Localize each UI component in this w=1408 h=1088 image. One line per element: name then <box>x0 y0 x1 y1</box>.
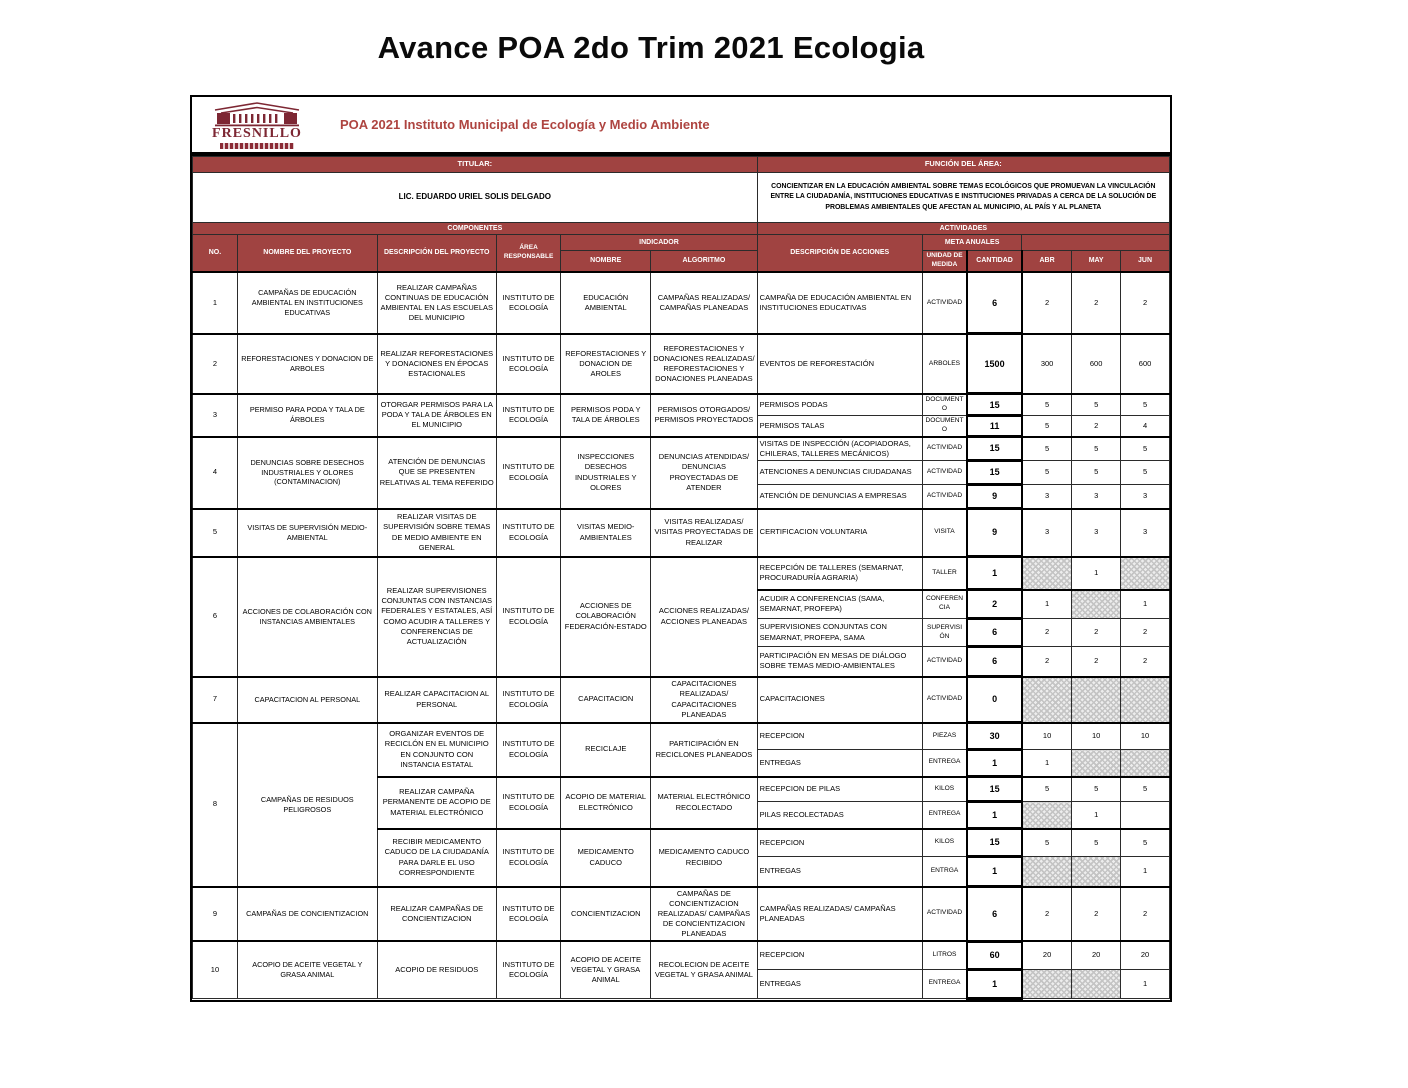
cell-descripcion-proyecto: REALIZAR CAMPAÑAS CONTINUAS DE EDUCACIÓN AMBIENTAL EN LAS ESCUELAS DEL MUNICIPIO <box>377 272 496 334</box>
cell-accion: ENTREGAS <box>757 857 922 887</box>
cell-jun: 5 <box>1121 829 1170 857</box>
cell-descripcion-proyecto: REALIZAR CAMPAÑA PERMANENTE DE ACOPIO DE MATERIAL ELECTRÓNICO <box>377 777 496 829</box>
cell-abr: 5 <box>1022 829 1072 857</box>
cell-unidad: ENTREGA <box>922 750 967 777</box>
cell-descripcion-proyecto: REALIZAR REFORESTACIONES Y DONACIONES EN ÉPOCAS ESTACIONALES <box>377 334 496 394</box>
cell-jun: 3 <box>1121 485 1170 509</box>
funcion-value: CONCIENTIZAR EN LA EDUCACIÓN AMBIENTAL SOBRE TEMAS ECOLÓGICOS QUE PROMUEVAN LA VINCULACIÓN ENTRE LA CIUDADANÍA, INSTITUCIONES EDUCATIVAS E INSTITUCIONES PRIVADAS A CERCA DE LA SOLUCIÓN DE PROBLEMAS AMBIENTALES QUE AFECTAN AL MUNICIPIO, AL PAÍS Y AL PLANETA <box>757 173 1169 223</box>
cell-unidad: ARBOLES <box>922 334 967 394</box>
cell-nombre-proyecto: VISITAS DE SUPERVISIÓN MEDIO-AMBIENTAL <box>237 509 377 557</box>
logo-wordmark: FRESNILLO <box>212 125 302 141</box>
cell-cantidad: 15 <box>967 829 1022 857</box>
cell-may: 600 <box>1072 334 1121 394</box>
cell-jun-shaded <box>1121 750 1170 777</box>
cell-cantidad: 15 <box>967 437 1022 461</box>
cell-area: INSTITUTO DE ECOLOGÍA <box>496 394 560 437</box>
cell-indicador-nombre: PERMISOS PODA Y TALA DE ÁRBOLES <box>561 394 651 437</box>
cell-cantidad: 1 <box>967 750 1022 777</box>
cell-cantidad: 6 <box>967 647 1022 677</box>
cell-algoritmo: MATERIAL ELECTRÓNICO RECOLECTADO <box>651 777 757 829</box>
cell-jun: 4 <box>1121 415 1170 436</box>
cell-algoritmo: VISITAS REALIZADAS/ VISITAS PROYECTADAS DE REALIZAR <box>651 509 757 557</box>
cell-unidad: LITROS <box>922 941 967 969</box>
cell-jun: 3 <box>1121 509 1170 557</box>
cell-indicador-nombre: RECICLAJE <box>561 723 651 777</box>
cell-no: 10 <box>193 941 238 998</box>
cell-unidad: ACTIVIDAD <box>922 485 967 509</box>
cell-may: 10 <box>1072 723 1121 750</box>
cell-abr: 300 <box>1022 334 1072 394</box>
cell-descripcion-proyecto: OTORGAR PERMISOS PARA LA PODA Y TALA DE ÁRBOLES EN EL MUNICIPIO <box>377 394 496 437</box>
cell-algoritmo: DENUNCIAS ATENDIDAS/ DENUNCIAS PROYECTADAS DE ATENDER <box>651 437 757 509</box>
cell-nombre-proyecto: CAPACITACION AL PERSONAL <box>237 677 377 723</box>
cell-accion: CAPACITACIONES <box>757 677 922 723</box>
cell-cantidad: 1 <box>967 557 1022 590</box>
cell-unidad: CONFERENCIA <box>922 590 967 619</box>
col-jun: JUN <box>1121 251 1170 272</box>
cell-cantidad: 1 <box>967 857 1022 887</box>
cell-unidad: KILOS <box>922 777 967 802</box>
cell-indicador-nombre: REFORESTACIONES Y DONACION DE AROLES <box>561 334 651 394</box>
cell-unidad: ACTIVIDAD <box>922 677 967 723</box>
cell-jun-shaded <box>1121 677 1170 723</box>
cell-unidad: ACTIVIDAD <box>922 887 967 942</box>
cell-nombre-proyecto: CAMPAÑAS DE CONCIENTIZACION <box>237 887 377 942</box>
cell-jun: 600 <box>1121 334 1170 394</box>
cell-accion: RECEPCION DE PILAS <box>757 777 922 802</box>
cell-descripcion-proyecto: ORGANIZAR EVENTOS DE RECICLÓN EN EL MUNICIPIO EN CONJUNTO CON INSTANCIA ESTATAL <box>377 723 496 777</box>
cell-indicador-nombre: ACOPIO DE ACEITE VEGETAL Y GRASA ANIMAL <box>561 941 651 998</box>
cell-may: 3 <box>1072 509 1121 557</box>
cell-accion: RECEPCIÓN DE TALLERES (SEMARNAT, PROCURADURÍA AGRARIA) <box>757 557 922 590</box>
cell-nombre-proyecto: ACCIONES DE COLABORACIÓN CON INSTANCIAS AMBIENTALES <box>237 557 377 677</box>
cell-jun: 2 <box>1121 647 1170 677</box>
poa-document-title: POA 2021 Instituto Municipal de Ecología y Medio Ambiente <box>340 117 710 132</box>
cell-area: INSTITUTO DE ECOLOGÍA <box>496 829 560 887</box>
cell-area: INSTITUTO DE ECOLOGÍA <box>496 677 560 723</box>
cell-cantidad: 15 <box>967 461 1022 485</box>
cell-abr: 20 <box>1022 941 1072 969</box>
cell-may: 2 <box>1072 887 1121 942</box>
cell-unidad: ACTIVIDAD <box>922 647 967 677</box>
cell-nombre-proyecto: CAMPAÑAS DE EDUCACIÓN AMBIENTAL EN INSTITUCIONES EDUCATIVAS <box>237 272 377 334</box>
poa-table <box>192 156 1170 1000</box>
cell-accion: PILAS RECOLECTADAS <box>757 802 922 829</box>
cell-area: INSTITUTO DE ECOLOGÍA <box>496 723 560 777</box>
cell-cantidad: 1500 <box>967 334 1022 394</box>
col-abr: ABR <box>1022 251 1072 272</box>
cell-accion: ENTREGAS <box>757 969 922 998</box>
cell-nombre-proyecto: REFORESTACIONES Y DONACION DE ARBOLES <box>237 334 377 394</box>
cell-descripcion-proyecto: REALIZAR CAPACITACION AL PERSONAL <box>377 677 496 723</box>
band-actividades: ACTIVIDADES <box>757 223 1169 235</box>
col-unidad-medida: UNIDAD DE MEDIDA <box>922 251 967 272</box>
cell-abr: 5 <box>1022 394 1072 415</box>
document-header-band <box>192 97 1170 156</box>
cell-algoritmo: CAPACITACIONES REALIZADAS/ CAPACITACIONES PLANEADAS <box>651 677 757 723</box>
cell-jun-shaded <box>1121 557 1170 590</box>
cell-may-shaded <box>1072 590 1121 619</box>
cell-abr-shaded <box>1022 557 1072 590</box>
cell-may: 3 <box>1072 485 1121 509</box>
cell-jun: 2 <box>1121 272 1170 334</box>
cell-abr-shaded <box>1022 677 1072 723</box>
cell-cantidad: 1 <box>967 802 1022 829</box>
cell-may: 1 <box>1072 802 1121 829</box>
cell-accion: ATENCIONES A DENUNCIAS CIUDADANAS <box>757 461 922 485</box>
col-nombre-proyecto: NOMBRE DEL PROYECTO <box>237 235 377 272</box>
cell-abr-shaded <box>1022 802 1072 829</box>
cell-indicador-nombre: ACCIONES DE COLABORACIÓN FEDERACIÓN-ESTADO <box>561 557 651 677</box>
cell-accion: ENTREGAS <box>757 750 922 777</box>
cell-jun: 5 <box>1121 394 1170 415</box>
cell-jun: 10 <box>1121 723 1170 750</box>
cell-cantidad: 2 <box>967 590 1022 619</box>
cell-indicador-nombre: INSPECCIONES DESECHOS INDUSTRIALES Y OLORES <box>561 437 651 509</box>
cell-area: INSTITUTO DE ECOLOGÍA <box>496 887 560 942</box>
cell-may: 5 <box>1072 394 1121 415</box>
cell-cantidad: 1 <box>967 969 1022 998</box>
band-indicador: INDICADOR <box>561 235 757 251</box>
cell-descripcion-proyecto: REALIZAR CAMPAÑAS DE CONCIENTIZACION <box>377 887 496 942</box>
cell-area: INSTITUTO DE ECOLOGÍA <box>496 437 560 509</box>
col-area-responsable: ÁREA RESPONSABLE <box>496 235 560 272</box>
band-componentes: COMPONENTES <box>193 223 758 235</box>
cell-may-shaded <box>1072 750 1121 777</box>
cell-no: 3 <box>193 394 238 437</box>
cell-accion: ATENCIÓN DE DENUNCIAS A EMPRESAS <box>757 485 922 509</box>
funcion-label: FUNCIÓN DEL ÁREA: <box>757 157 1169 173</box>
cell-area: INSTITUTO DE ECOLOGÍA <box>496 334 560 394</box>
cell-algoritmo: MEDICAMENTO CADUCO RECIBIDO <box>651 829 757 887</box>
cell-accion: SUPERVISIONES CONJUNTAS CON SEMARNAT, PROFEPA, SAMA <box>757 619 922 647</box>
cell-abr: 1 <box>1022 750 1072 777</box>
cell-accion: RECEPCION <box>757 941 922 969</box>
cell-cantidad: 60 <box>967 941 1022 969</box>
cell-abr: 3 <box>1022 509 1072 557</box>
cell-unidad: ACTIVIDAD <box>922 437 967 461</box>
band-meta-anuales: META ANUALES <box>922 235 1022 251</box>
cell-abr: 5 <box>1022 777 1072 802</box>
page-title: Avance POA 2do Trim 2021 Ecologia <box>377 30 925 65</box>
cell-jun: 1 <box>1121 857 1170 887</box>
cell-jun: 2 <box>1121 619 1170 647</box>
cell-cantidad: 15 <box>967 777 1022 802</box>
cell-jun: 5 <box>1121 461 1170 485</box>
cell-may: 1 <box>1072 557 1121 590</box>
building-icon <box>207 101 307 127</box>
cell-cantidad: 9 <box>967 485 1022 509</box>
cell-indicador-nombre: CAPACITACION <box>561 677 651 723</box>
cell-abr: 5 <box>1022 415 1072 436</box>
cell-unidad: DOCUMENTO <box>922 394 967 415</box>
cell-unidad: ENTREGA <box>922 802 967 829</box>
cell-cantidad: 9 <box>967 509 1022 557</box>
cell-algoritmo: PERMISOS OTORGADOS/ PERMISOS PROYECTADOS <box>651 394 757 437</box>
cell-accion: CAMPAÑAS REALIZADAS/ CAMPAÑAS PLANEADAS <box>757 887 922 942</box>
cell-may-shaded <box>1072 857 1121 887</box>
cell-accion: RECEPCION <box>757 723 922 750</box>
cell-indicador-nombre: MEDICAMENTO CADUCO <box>561 829 651 887</box>
cell-algoritmo: ACCIONES REALIZADAS/ ACCIONES PLANEADAS <box>651 557 757 677</box>
cell-abr: 2 <box>1022 647 1072 677</box>
cell-accion: PARTICIPACIÓN EN MESAS DE DIÁLOGO SOBRE TEMAS MEDIO-AMBIENTALES <box>757 647 922 677</box>
cell-jun: 2 <box>1121 887 1170 942</box>
cell-area: INSTITUTO DE ECOLOGÍA <box>496 272 560 334</box>
cell-accion: VISITAS DE INSPECCIÓN (ACOPIADORAS, CHILERAS, TALLERES MECÁNICOS) <box>757 437 922 461</box>
cell-may: 2 <box>1072 619 1121 647</box>
cell-accion: PERMISOS PODAS <box>757 394 922 415</box>
cell-nombre-proyecto: DENUNCIAS SOBRE DESECHOS INDUSTRIALES Y OLORES (CONTAMINACION) <box>237 437 377 509</box>
cell-abr: 1 <box>1022 590 1072 619</box>
cell-abr: 2 <box>1022 619 1072 647</box>
cell-may: 5 <box>1072 829 1121 857</box>
cell-accion: CAMPAÑA DE EDUCACIÓN AMBIENTAL EN INSTITUCIONES EDUCATIVAS <box>757 272 922 334</box>
cell-abr: 2 <box>1022 887 1072 942</box>
cell-unidad: ENTREGA <box>922 969 967 998</box>
col-algoritmo: ALGORITMO <box>651 251 757 272</box>
cell-no: 8 <box>193 723 238 887</box>
cell-unidad: KILOS <box>922 829 967 857</box>
col-indicador-nombre: NOMBRE <box>561 251 651 272</box>
cell-area: INSTITUTO DE ECOLOGÍA <box>496 509 560 557</box>
cell-no: 9 <box>193 887 238 942</box>
cell-no: 1 <box>193 272 238 334</box>
col-may: MAY <box>1072 251 1121 272</box>
cell-may: 2 <box>1072 272 1121 334</box>
cell-accion: CERTIFICACION VOLUNTARIA <box>757 509 922 557</box>
cell-nombre-proyecto: ACOPIO DE ACEITE VEGETAL Y GRASA ANIMAL <box>237 941 377 998</box>
cell-indicador-nombre: EDUCACIÓN AMBIENTAL <box>561 272 651 334</box>
cell-algoritmo: RECOLECION DE ACEITE VEGETAL Y GRASA ANIMAL <box>651 941 757 998</box>
cell-accion: PERMISOS TALAS <box>757 415 922 436</box>
cell-abr: 2 <box>1022 272 1072 334</box>
cell-abr-shaded <box>1022 969 1072 998</box>
logo-subtext-strip <box>220 143 294 149</box>
cell-cantidad: 30 <box>967 723 1022 750</box>
cell-jun: 1 <box>1121 969 1170 998</box>
cell-may: 5 <box>1072 437 1121 461</box>
cell-may: 2 <box>1072 647 1121 677</box>
cell-area: INSTITUTO DE ECOLOGÍA <box>496 777 560 829</box>
cell-algoritmo: CAMPAÑAS DE CONCIENTIZACION REALIZADAS/ CAMPAÑAS DE CONCIENTIZACION PLANEADAS <box>651 887 757 942</box>
cell-jun: 1 <box>1121 590 1170 619</box>
cell-indicador-nombre: VISITAS MEDIO-AMBIENTALES <box>561 509 651 557</box>
col-cantidad: CANTIDAD <box>967 251 1022 272</box>
cell-cantidad: 11 <box>967 415 1022 436</box>
cell-accion: RECEPCION <box>757 829 922 857</box>
cell-may: 5 <box>1072 777 1121 802</box>
cell-cantidad: 15 <box>967 394 1022 415</box>
cell-accion: ACUDIR A CONFERENCIAS (SAMA, SEMARNAT, PROFEPA) <box>757 590 922 619</box>
cell-algoritmo: CAMPAÑAS REALIZADAS/ CAMPAÑAS PLANEADAS <box>651 272 757 334</box>
cell-descripcion-proyecto: REALIZAR VISITAS DE SUPERVISIÓN SOBRE TEMAS DE MEDIO AMBIENTE EN GENERAL <box>377 509 496 557</box>
cell-algoritmo: PARTICIPACIÓN EN RECICLONES PLANEADOS <box>651 723 757 777</box>
cell-jun-blank <box>1121 802 1170 829</box>
cell-abr: 5 <box>1022 461 1072 485</box>
cell-descripcion-proyecto: REALIZAR SUPERVISIONES CONJUNTAS CON INSTANCIAS FEDERALES Y ESTATALES, ASÍ COMO ACUDIR A TALLERES Y CONFERENCIAS DE ACTUALIZACIÓN <box>377 557 496 677</box>
cell-jun: 5 <box>1121 777 1170 802</box>
cell-nombre-proyecto: PERMISO PARA PODA Y TALA DE ÁRBOLES <box>237 394 377 437</box>
cell-descripcion-proyecto: ACOPIO DE RESIDUOS <box>377 941 496 998</box>
cell-descripcion-proyecto: RECIBIR MEDICAMENTO CADUCO DE LA CIUDADANÍA PARA DARLE EL USO CORRESPONDIENTE <box>377 829 496 887</box>
cell-may-shaded <box>1072 969 1121 998</box>
cell-unidad: DOCUMENTO <box>922 415 967 436</box>
cell-nombre-proyecto: CAMPAÑAS DE RESIDUOS PELIGROSOS <box>237 723 377 887</box>
cell-abr-shaded <box>1022 857 1072 887</box>
cell-abr: 3 <box>1022 485 1072 509</box>
titular-label: TITULAR: <box>193 157 758 173</box>
cell-cantidad: 6 <box>967 887 1022 942</box>
col-no: NO. <box>193 235 238 272</box>
col-descripcion-proyecto: DESCRIPCIÓN DEL PROYECTO <box>377 235 496 272</box>
titular-value: LIC. EDUARDO URIEL SOLIS DELGADO <box>193 173 758 223</box>
cell-no: 4 <box>193 437 238 509</box>
cell-no: 6 <box>193 557 238 677</box>
cell-jun: 5 <box>1121 437 1170 461</box>
cell-area: INSTITUTO DE ECOLOGÍA <box>496 557 560 677</box>
cell-indicador-nombre: CONCIENTIZACION <box>561 887 651 942</box>
cell-jun: 20 <box>1121 941 1170 969</box>
cell-unidad: TALLER <box>922 557 967 590</box>
col-descripcion-acciones: DESCRIPCIÓN DE ACCIONES <box>757 235 922 272</box>
poa-document <box>190 95 1172 1002</box>
cell-no: 7 <box>193 677 238 723</box>
cell-indicador-nombre: ACOPIO DE MATERIAL ELECTRÓNICO <box>561 777 651 829</box>
cell-no: 5 <box>193 509 238 557</box>
cell-may: 5 <box>1072 461 1121 485</box>
cell-algoritmo: REFORESTACIONES Y DONACIONES REALIZADAS/ REFORESTACIONES Y DONACIONES PLANEADAS <box>651 334 757 394</box>
cell-may: 2 <box>1072 415 1121 436</box>
band-months-empty <box>1022 235 1170 251</box>
cell-abr: 5 <box>1022 437 1072 461</box>
cell-cantidad: 0 <box>967 677 1022 723</box>
cell-cantidad: 6 <box>967 272 1022 334</box>
fresnillo-logo <box>202 101 312 149</box>
cell-unidad: ACTIVIDAD <box>922 461 967 485</box>
cell-may-shaded <box>1072 677 1121 723</box>
cell-cantidad: 6 <box>967 619 1022 647</box>
cell-descripcion-proyecto: ATENCIÓN DE DENUNCIAS QUE SE PRESENTEN RELATIVAS AL TEMA REFERIDO <box>377 437 496 509</box>
cell-abr: 10 <box>1022 723 1072 750</box>
cell-unidad: SUPERVISIÓN <box>922 619 967 647</box>
cell-unidad: PIEZAS <box>922 723 967 750</box>
cell-may: 20 <box>1072 941 1121 969</box>
cell-area: INSTITUTO DE ECOLOGÍA <box>496 941 560 998</box>
cell-unidad: ACTIVIDAD <box>922 272 967 334</box>
cell-unidad: ENTRGA <box>922 857 967 887</box>
cell-no: 2 <box>193 334 238 394</box>
cell-accion: EVENTOS DE REFORESTACIÓN <box>757 334 922 394</box>
cell-unidad: VISITA <box>922 509 967 557</box>
